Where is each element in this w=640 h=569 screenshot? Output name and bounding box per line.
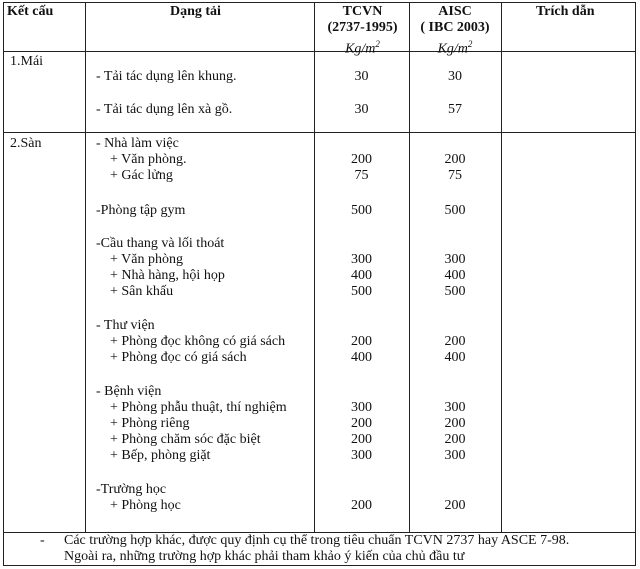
tcvn-value: 500: [351, 203, 372, 218]
load-group: -Trường học: [96, 482, 167, 497]
row-label-mai: 1.Mái: [10, 54, 44, 69]
tcvn-value: 300: [351, 400, 372, 415]
tcvn-value: 30: [354, 102, 369, 117]
column-divider: [501, 3, 502, 533]
load-item: + Gác lửng: [110, 168, 173, 183]
load-item: + Nhà hàng, hội họp: [110, 268, 225, 283]
tcvn-value: 200: [351, 498, 372, 513]
tcvn-value: 300: [351, 252, 372, 267]
tcvn-value: 400: [351, 268, 372, 283]
aisc-value: 500: [444, 203, 466, 218]
tcvn-value: 200: [351, 334, 372, 349]
footnote-dash: -: [40, 533, 45, 548]
load-item: - Tải tác dụng lên xà gồ.: [96, 102, 233, 117]
aisc-value: 500: [444, 284, 466, 299]
tcvn-value: 200: [351, 432, 372, 447]
tcvn-value: 200: [351, 416, 372, 431]
header-aisc-unit: $Kg/m^2$: [437, 39, 473, 57]
tcvn-value: 30: [354, 69, 369, 84]
load-item: + Phòng phẫu thuật, thí nghiệm: [110, 400, 287, 415]
header-tcvn-unit: $Kg/m^2$: [345, 39, 380, 57]
aisc-value: 400: [444, 350, 466, 365]
load-item: + Văn phòng.: [110, 152, 187, 167]
aisc-value: 200: [444, 416, 466, 431]
aisc-value: 200: [444, 498, 466, 513]
load-item: + Văn phòng: [110, 252, 183, 267]
aisc-value: 300: [444, 252, 466, 267]
row-divider: [4, 132, 635, 133]
load-group: -Phòng tập gym: [96, 203, 186, 218]
column-divider: [85, 3, 86, 533]
load-item: + Phòng đọc có giá sách: [110, 350, 247, 365]
load-item: + Phòng đọc không có giá sách: [110, 334, 286, 349]
load-group: - Bệnh viện: [96, 384, 162, 399]
tcvn-value: 75: [354, 168, 369, 183]
load-item: + Bếp, phòng giặt: [110, 448, 211, 463]
aisc-value: 200: [444, 432, 466, 447]
load-item: + Phòng riêng: [110, 416, 190, 431]
load-group: - Thư viện: [96, 318, 155, 333]
tcvn-value: 500: [351, 284, 372, 299]
header-tcvn: TCVN: [342, 4, 383, 19]
load-item: - Tải tác dụng lên khung.: [96, 69, 237, 84]
aisc-value: 75: [448, 168, 462, 183]
tcvn-value: 200: [351, 152, 372, 167]
load-group: -Cầu thang và lối thoát: [96, 236, 225, 251]
aisc-value: 300: [444, 448, 466, 463]
aisc-value: 300: [444, 400, 466, 415]
tcvn-value: 300: [351, 448, 372, 463]
footnote-line-2: Ngoài ra, những trường hợp khác phải tham khảo ý kiến của chủ đầu tư: [64, 549, 465, 564]
load-item: + Sân khấu: [110, 284, 174, 299]
header-dang-tai: Dạng tải: [170, 4, 221, 19]
footnote-line-1: Các trường hợp khác, được quy định cụ thể trong tiêu chuẩn TCVN 2737 hay ASCE 7-98.: [64, 533, 570, 548]
header-tcvn-year: (2737-1995): [327, 20, 398, 35]
tcvn-value: 400: [351, 350, 372, 365]
load-group: - Nhà làm việc: [96, 136, 179, 151]
row-label-san: 2.Sàn: [10, 136, 42, 151]
aisc-value: 200: [444, 334, 466, 349]
load-item: + Phòng học: [110, 498, 181, 513]
aisc-value: 30: [448, 69, 462, 84]
aisc-value: 57: [448, 102, 462, 117]
aisc-value: 400: [444, 268, 466, 283]
load-item: + Phòng chăm sóc đặc biệt: [110, 432, 261, 447]
header-ket-cau: Kết cấu: [7, 4, 54, 19]
header-aisc: AISC: [438, 4, 472, 19]
aisc-value: 200: [444, 152, 466, 167]
header-aisc-code: ( IBC 2003): [420, 20, 490, 35]
header-trich-dan: Trích dẫn: [536, 4, 595, 19]
